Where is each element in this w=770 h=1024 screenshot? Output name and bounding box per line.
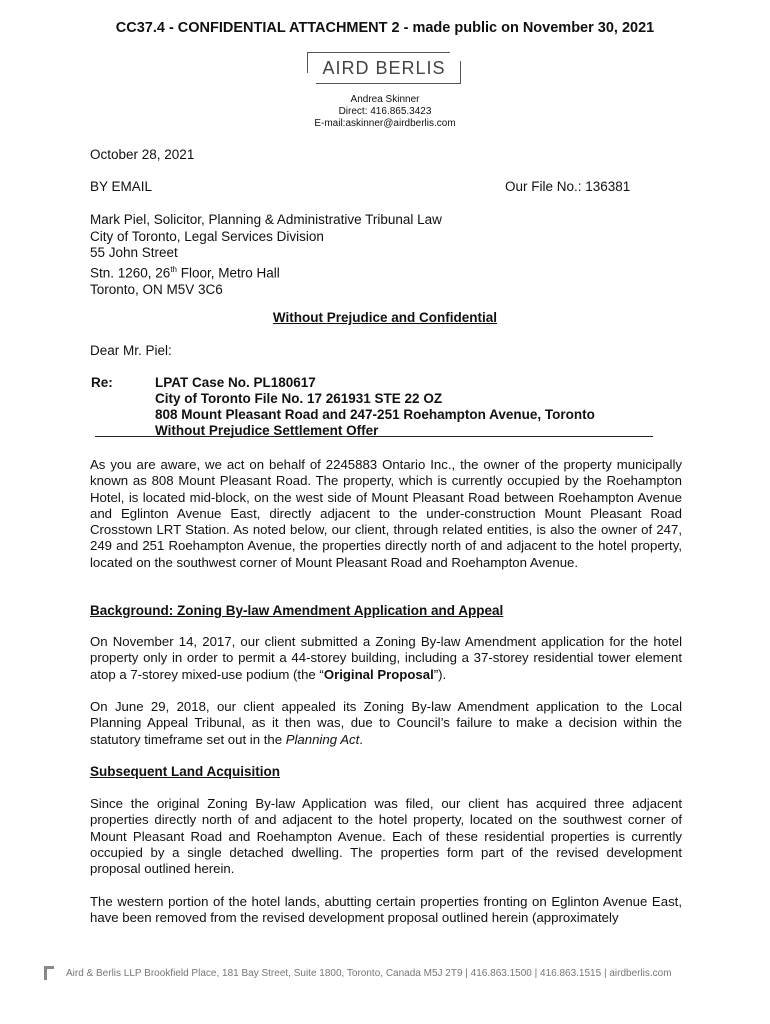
re-label: Re:	[91, 375, 113, 390]
footer-logo-mark	[44, 966, 54, 980]
confidential-marking: Without Prejudice and Confidential	[272, 310, 498, 325]
file-number: Our File No.: 136381	[505, 179, 631, 194]
heading-background: Background: Zoning By-law Amendment Application and Appeal	[90, 603, 504, 618]
paragraph-acquisition: Since the original Zoning By-law Application was filed, our client has acquired three adjacent properties directly north of and adjacent to the hotel property, located on the southwest corner of Mount Pleasant Road and Roehampton Avenue. Each of these residential properties is currently occupied by a single detached dwelling. The properties form part of the revised development proposal outlined herein.	[90, 796, 682, 877]
paragraph-appeal: On June 29, 2018, our client appealed its Zoning By-law Amendment application to the Local Planning Appeal Tribunal, as it then was, due to Council’s failure to make a decision within the statutory timeframe set out in the Planning Act.	[90, 699, 682, 747]
recipient-line-5: Toronto, ON M5V 3C6	[90, 281, 223, 297]
re-file-number: City of Toronto File No. 17 261931 STE 22 OZ	[155, 391, 443, 406]
delivery-method: BY EMAIL	[90, 179, 153, 194]
sender-name: Andrea Skinner	[350, 94, 420, 105]
re-divider	[95, 436, 653, 437]
recipient-line-2: City of Toronto, Legal Services Division	[90, 228, 324, 244]
paragraph-western-portion: The western portion of the hotel lands, abutting certain properties fronting on Eglinton Avenue East, have been removed from the revised development proposal outlined herein (approximately	[90, 894, 682, 926]
paragraph-introduction: As you are aware, we act on behalf of 2245883 Ontario Inc., the owner of the property municipally known as 808 Mount Pleasant Road. The property, which is currently occupied by the Roehampton Hotel, is located mid-block, on the west side of Mount Pleasant Road between Roehampton Avenue and Eglinton Avenue East, directly adjacent to the under-construction Mount Pleasant Road Crosstown LRT Station. As noted below, our client, through related entities, is also the owner of 247, 249 and 251 Roehampton Avenue, the properties directly north of and adjacent to the hotel property, located on the southwest corner of Mount Pleasant Road and Roehampton Avenue.	[90, 457, 682, 570]
recipient-line-3: 55 John Street	[90, 245, 178, 260]
recipient-address	[90, 212, 442, 298]
document-header-title: CC37.4 - CONFIDENTIAL ATTACHMENT 2 - made public on November 30, 2021	[115, 20, 655, 36]
sender-email: E-mail:askinner@airdberlis.com	[314, 118, 456, 129]
salutation: Dear Mr. Piel:	[90, 343, 172, 358]
paragraph-original-proposal: On November 14, 2017, our client submitted a Zoning By-law Amendment application for the hotel property only in order to permit a 44-storey building, including a 37-storey residential tower element atop a 7-storey mixed-use podium (the “Original Proposal”).	[90, 634, 682, 682]
re-case-number: LPAT Case No. PL180617	[155, 375, 316, 390]
logo-text: AIRD BERLIS	[322, 58, 446, 78]
re-property-address: 808 Mount Pleasant Road and 247-251 Roehampton Avenue, Toronto	[155, 407, 595, 422]
letter-date: October 28, 2021	[90, 147, 195, 162]
recipient-line-1: Mark Piel, Solicitor, Planning & Administrative Tribunal Law	[90, 212, 442, 227]
sender-direct-phone: Direct: 416.865.3423	[338, 106, 432, 117]
re-offer-title: Without Prejudice Settlement Offer	[155, 423, 379, 438]
re-subject-block	[155, 375, 595, 439]
aird-berlis-logo	[307, 52, 461, 84]
heading-land-acquisition: Subsequent Land Acquisition	[90, 764, 281, 779]
recipient-line-4: Stn. 1260, 26th Floor, Metro Hall	[90, 264, 280, 280]
footer-contact-text: Aird & Berlis LLP Brookfield Place, 181 Bay Street, Suite 1800, Toronto, Canada M5J 2T9 | 416.863.1500 | 416.863.1515 | airdberlis.com	[66, 968, 672, 979]
letterhead-footer	[0, 964, 770, 984]
